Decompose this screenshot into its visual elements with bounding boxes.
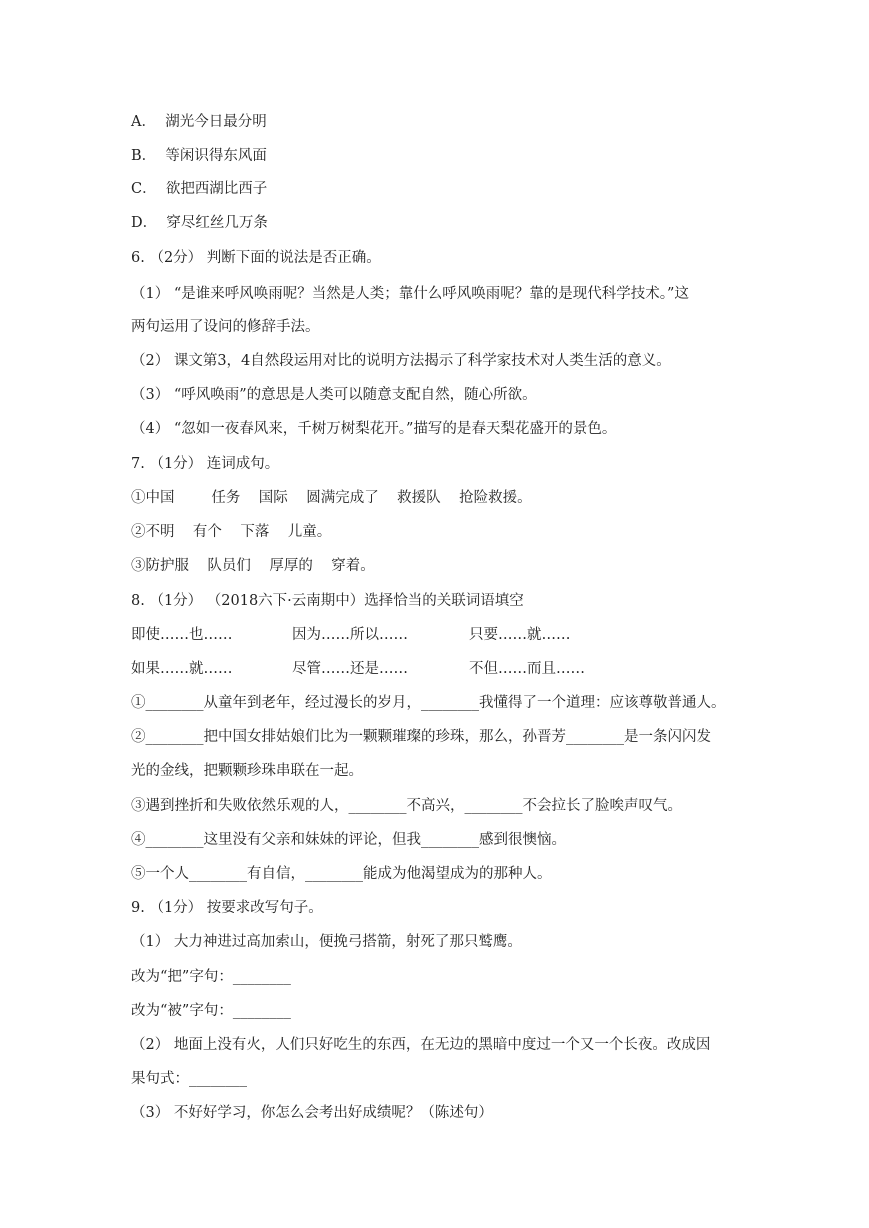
conjunction-option: 不但……而且…… — [469, 661, 585, 677]
q8-item-4: ④________这里没有父亲和妹妹的评论，但我________感到很懊恼。 — [131, 832, 566, 848]
q6-item-2: （2） 课文第3，4自然段运用对比的说明方法揭示了科学家技术对人类生活的意义。 — [131, 353, 671, 369]
q7-item-2: ②不明 有个 下落 儿童。 — [131, 524, 332, 540]
question-7-title: 7. （1分） 连词成句。 — [131, 456, 280, 472]
question-9-title: 9. （1分） 按要求改写句子。 — [131, 900, 323, 916]
q9-ba-sentence: 改为“把”字句：________ — [131, 969, 291, 985]
q7-item-3: ③防护服 队员们 厚厚的 穿着。 — [131, 558, 375, 574]
question-8-title: 8. （1分） （2018六下·云南期中）选择恰当的关联词语填空 — [131, 593, 524, 609]
q9-bei-sentence: 改为“被”字句：________ — [131, 1003, 291, 1019]
conjunction-option: 尽管……还是…… — [292, 661, 408, 677]
q8-item-2-cont: 光的金线，把颗颗珍珠串联在一起。 — [131, 763, 363, 779]
option-b: B． 等闲识得东风面 — [131, 148, 267, 164]
q6-item-1-cont: 两句运用了设问的修辞手法。 — [131, 319, 320, 335]
q9-item-3: （3） 不好好学习，你怎么会考出好成绩呢？（陈述句） — [131, 1105, 493, 1121]
q8-item-5: ⑤一个人________有自信，________能成为他渴望成为的那种人。 — [131, 866, 552, 882]
q9-item-2: （2） 地面上没有火，人们只好吃生的东西，在无边的黑暗中度过一个又一个长夜。改成因 — [131, 1037, 711, 1053]
q9-item-1: （1） 大力神进过高加索山，便挽弓搭箭，射死了那只鹫鹰。 — [131, 934, 522, 950]
q8-item-3: ③遇到挫折和失败依然乐观的人，________不高兴，________不会拉长了脸唉声叹气。 — [131, 798, 682, 814]
q6-item-3: （3） “呼风唤雨”的意思是人类可以随意支配自然，随心所欲。 — [131, 387, 537, 403]
q6-item-4: （4） “忽如一夜春风来，千树万树梨花开。”描写的是春天梨花盛开的景色。 — [131, 421, 617, 437]
q6-item-1: （1） “是谁来呼风唤雨呢？当然是人类；靠什么呼风唤雨呢？靠的是现代科学技术。”这 — [131, 286, 689, 302]
q8-item-2: ②________把中国女排姑娘们比为一颗颗璀璨的珍珠，那么，孙晋芳________是一条闪闪发 — [131, 729, 711, 745]
q9-item-2-cont: 果句式：________ — [131, 1071, 247, 1087]
q8-item-1: ①________从童年到老年，经过漫长的岁月，________我懂得了一个道理：应该尊敬普通人。 — [131, 695, 726, 711]
conjunction-option: 只要……就…… — [469, 627, 571, 643]
question-6-title: 6. （2分） 判断下面的说法是否正确。 — [131, 250, 381, 266]
q7-item-1: ①中国 任务 国际 圆满完成了 救援队 抢险救援。 — [131, 490, 532, 506]
conjunction-option: 如果……就…… — [131, 661, 233, 677]
conjunction-option: 因为……所以…… — [292, 627, 408, 643]
option-d: D． 穿尽红丝几万条 — [131, 215, 268, 231]
conjunction-option: 即使……也…… — [131, 627, 233, 643]
option-a: A． 湖光今日最分明 — [131, 114, 267, 130]
option-c: C． 欲把西湖比西子 — [131, 181, 268, 197]
